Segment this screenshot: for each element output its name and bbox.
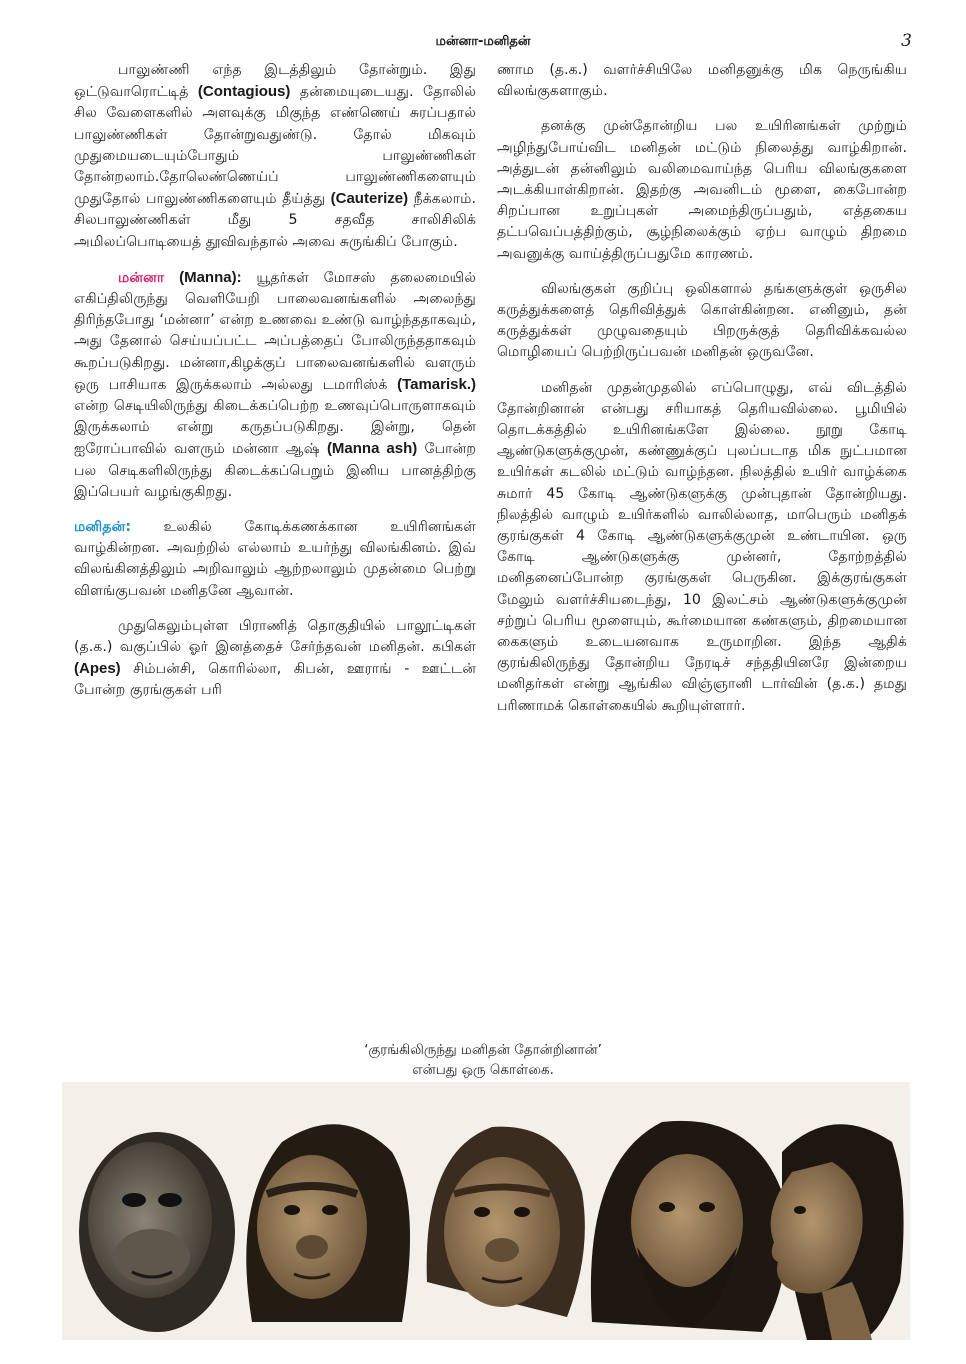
right-column [497, 60, 907, 731]
english-term: (Manna): [179, 268, 242, 286]
caption-line: என்பது ஒரு கொள்கை. [412, 1062, 554, 1078]
paragraph-vertebrate [74, 616, 476, 702]
text-run: போன்ற பல செடிகளிலிருந்து கிடைக்கப்பெறும் இனிய பானத்திற்கு இப்பெயர் வழங்குகிறது. [74, 441, 476, 500]
english-term: (Tamarisk.) [397, 375, 476, 393]
ape-head [79, 1132, 235, 1332]
caption-line: ‘குரங்கிலிருந்து மனிதன் தோன்றினான்’ [364, 1042, 602, 1058]
entry-term-manna: மன்னா [118, 269, 165, 286]
hominid-head-2 [427, 1127, 585, 1317]
text-run: யூதர்கள் மோசஸ் தலைமையில் எகிப்திலிருந்து வெளியேறி பாலைவனங்களில் அலைந்து திரிந்தபோது ‘மன்னா’ என்ற உணவை உண்டு வாழ்ந்ததாகவும், அது தேனால் செய்யப்பட்ட அப்பத்தைப் போலிருந்ததாகவும் கூறப்படுகிறது. மன்னா,கிழக்குப் பாலைவனங்களில் வளரும் ஒரு பாசியாக இருக்கலாம் அல்லது டமாரிஸ்க் [74, 269, 476, 393]
english-term: (Apes) [74, 660, 121, 678]
evolution-heads-svg [62, 1082, 910, 1340]
hominid-head-1 [246, 1124, 410, 1322]
modern-man-head [771, 1124, 904, 1340]
left-column [74, 60, 476, 716]
paragraph-language: விலங்குகள் குறிப்பு ஒலிகளால் தங்களுக்குள் ஒருசில கருத்துக்களைத் தெரிவித்துக் கொள்கின்றன. எனினும், தன் கருத்துக்கள் முழுவதையும் பிறருக்குத் தெரிவிக்கவல்ல மொழியைப் பெற்றிருப்பவன் மனிதன் ஒருவனே. [497, 280, 907, 361]
page-number: 3 [901, 31, 912, 51]
text-run: தன்மையுடையது. தோலில் சில வேளைகளில் அளவுக்கு மிகுந்த எண்ணெய் சுரப்பதால் பாலுண்ணிகள் தோன்றுவதுண்டு. தோல் மிகவும் முதுமையடையும்போதும் பாலுண்ணிகள் தோன்றலாம்.தோலெண்ணெய்ப் பாலுண்ணிகளையும் முதுதோல் பாலுண்ணிகளையும் தீய்த்து [74, 84, 476, 208]
evolution-illustration [62, 1082, 910, 1340]
english-term: (Manna ash) [326, 440, 418, 458]
text-run: நீக்கலாம். சிலபாலுண்ணிகள் மீது 5 சதவீத சாலிசிலிக் அமிலப்பொடியைத் தூவிவந்தால் அவை சுருங்கிப் போகும். [74, 191, 476, 250]
text-run: உலகில் கோடிக்கணக்கான உயிரினங்கள் வாழ்கின்றன. அவற்றில் எல்லாம் உயர்ந்து விலங்கினம். இவ் விலங்கினத்திலும் அறிவாலும் ஆற்றலாலும் முதன்மை பெற்று விளங்குபவன் மனிதனே ஆவான். [74, 519, 476, 599]
paragraph-origin: மனிதன் முதன்முதலில் எப்பொழுது, எவ் விடத்தில் தோன்றினான் என்பது சரியாகத் தெரியவில்லை. பூமியில் தொடக்கத்தில் உயிரினங்களே இல்லை. நூறு கோடி ஆண்டுகளுக்குமுன், கண்ணுக்குப் புலப்படாத மிக நுட்பமான உயிர்கள் கடலில் மட்டும் வாழ்ந்தன. நிலத்தில் உயிர் வாழ்க்கை சுமார் 45 கோடி ஆண்டுகளுக்கு முன்புதான் தோன்றியது. நிலத்தில் வாழும் உயிர்களில் வாலில்லாத, மாபெரும் மனிதக் குரங்குகள் 4 கோடி ஆண்டுகளுக்குமுன் உண்டாயின. ஒரு கோடி ஆண்டுகளுக்கு முன்னர், தோற்றத்தில் மனிதனைப்போன்ற குரங்குகள் பெருகின. இக்குரங்குகள் மேலும் வளர்ச்சியடைந்து, 10 இலட்சம் ஆண்டுகளுக்குமுன் சற்றுப் பெரிய மூளையும், கூர்மையான கண்களும், திறமையான கைகளும் உடையனவாக உருமாறின. இந்த ஆதிக் குரங்கிலிருந்து தோன்றிய நேரடிச் சந்ததியினரே இன்றைய மனிதர்கள் என்று ஆங்கில விஞ்ஞானி டார்வின் (த.க.) தமது பரிணாமக் கொள்கையில் கூறியுள்ளார். [497, 379, 907, 714]
figure-caption [0, 1040, 966, 1080]
paragraph-survival: தனக்கு முன்தோன்றிய பல உயிரினங்கள் முற்றும் அழிந்துபோய்விட மனிதன் மட்டும் நிலைத்து வாழ்கிறான். அத்துடன் தன்னிலும் வலிமைவாய்ந்த பெரிய விலங்குகளை அடக்கியாள்கிறான். இதற்கு அவனிடம் மூளை, கைபோன்ற சிறப்பான உறுப்புகள் அமைந்திருப்பதும், எத்தகைய தட்பவெப்பத்திற்கும், சூழ்நிலைக்கும் ஏற்ப வாழும் திறமை அவனுக்கு வாய்த்திருப்பதுமே காரணம். [497, 118, 907, 262]
text-run: என்ற செடியிலிருந்து கிடைக்கப்பெற்ற உணவுப்பொருளாகவும் இருக்கலாம் என்று கருதப்படுகிறது. இன்று, தென் ஐரோப்பாவில் வளரும் மன்னா ஆஷ் [74, 398, 476, 458]
paragraph-palunni [74, 60, 476, 253]
english-term: (Cauterize) [330, 190, 409, 208]
paragraph-manna [74, 267, 476, 503]
text-run: சிம்பன்சி, கொரில்லா, கிபன், ஊராங் - ஊட்டன் போன்ற குரங்குகள் பரி [74, 661, 477, 699]
english-term: (Contagious) [197, 83, 291, 101]
running-title: மன்னா-மனிதன் [435, 34, 531, 49]
page-header [0, 31, 966, 58]
paragraph-manithan [74, 517, 476, 602]
text-run: பாலுண்ணி எந்த இடத்திலும் தோன்றும். இது ஒட்டுவாரொட்டித் [74, 62, 476, 101]
text-run: முதுகெலும்புள்ள பிராணித் தொகுதியில் பாலூட்டிகள் (த.க.) வகுப்பில் ஓர் இனத்தைச் சேர்ந்தவன் மனிதன். கபிகள் [74, 617, 476, 656]
bearded-man-head [591, 1121, 787, 1332]
paragraph-evolution-cont: ணாம (த.க.) வளர்ச்சியிலே மனிதனுக்கு மிக நெருங்கிய விலங்குகளாகும். [497, 62, 907, 100]
entry-term-manithan: மனிதன்: [74, 519, 132, 536]
